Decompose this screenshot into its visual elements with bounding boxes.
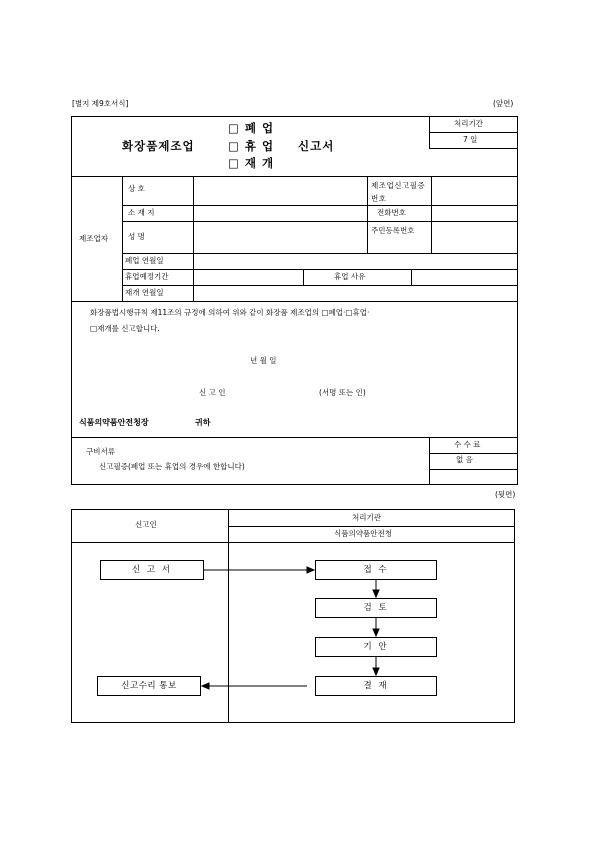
form-title-left: 화장품제조업: [122, 139, 195, 153]
processing-period-value: 7 일: [463, 135, 478, 144]
agency-name: 식품의약품안전청: [334, 529, 392, 538]
applicant-label: 신 고 인: [199, 388, 226, 397]
back-side-label: (뒷면): [495, 490, 516, 499]
flow-step-receive: 접 수: [315, 560, 437, 580]
processing-period-label: 처리기간: [454, 119, 483, 128]
closure-date-label: 폐업 연월일: [125, 256, 164, 265]
manufacturer-section-label: 제조업자: [79, 234, 108, 243]
agency-column-header: 처리기관: [352, 513, 381, 522]
statement-line-2: □재개를 신고합니다.: [90, 324, 160, 333]
option-suspension: □ 휴 업: [228, 139, 275, 153]
flow-step-review: 검 토: [315, 598, 437, 618]
fee-value: 없 음: [456, 455, 473, 464]
phone-label: 전화번호: [377, 208, 406, 217]
report-date: 년 월 일: [250, 356, 277, 365]
resume-date-label: 재개 연월일: [125, 288, 164, 297]
resident-number-label: 주민등록번호: [371, 226, 415, 235]
option-resume: □ 재 개: [228, 156, 275, 170]
suspension-reason-label: 휴업 사유: [334, 272, 366, 281]
flow-step-submit: 신 고 서: [100, 560, 204, 580]
suspension-period-label: 휴업예정기간: [125, 272, 169, 281]
location-label: 소 재 지: [128, 208, 155, 217]
statement-line-1: 화장품법시행규칙 제11조의 규정에 의하여 위와 같이 화장품 제조업의 □폐업·□휴업·: [90, 308, 370, 317]
recipient-name: 식품의약품안전청장: [79, 418, 149, 427]
form-title-right: 신고서: [298, 139, 335, 153]
front-side-label: (앞면): [493, 99, 514, 108]
required-documents-label: 구비서류: [86, 447, 115, 456]
license-number-label: 제조업신고필증번호: [371, 181, 426, 203]
flow-step-notice: 신고수리 통보: [97, 676, 201, 696]
required-document-item: 신고필증(폐업 또는 휴업의 경우에 한합니다): [99, 462, 245, 471]
form-number: [별지 제9호서식]: [72, 99, 129, 108]
fee-label: 수 수 료: [454, 440, 481, 449]
flow-step-approve: 결 재: [315, 676, 437, 696]
recipient-honorific: 귀하: [195, 418, 211, 427]
trade-name-label: 상 호: [128, 184, 145, 193]
signature-label: (서명 또는 인): [319, 388, 366, 397]
flow-step-draft: 기 안: [315, 637, 437, 657]
name-label: 성 명: [128, 232, 145, 241]
applicant-column-header: 신고인: [135, 520, 157, 529]
option-closure: □ 폐 업: [228, 121, 275, 135]
